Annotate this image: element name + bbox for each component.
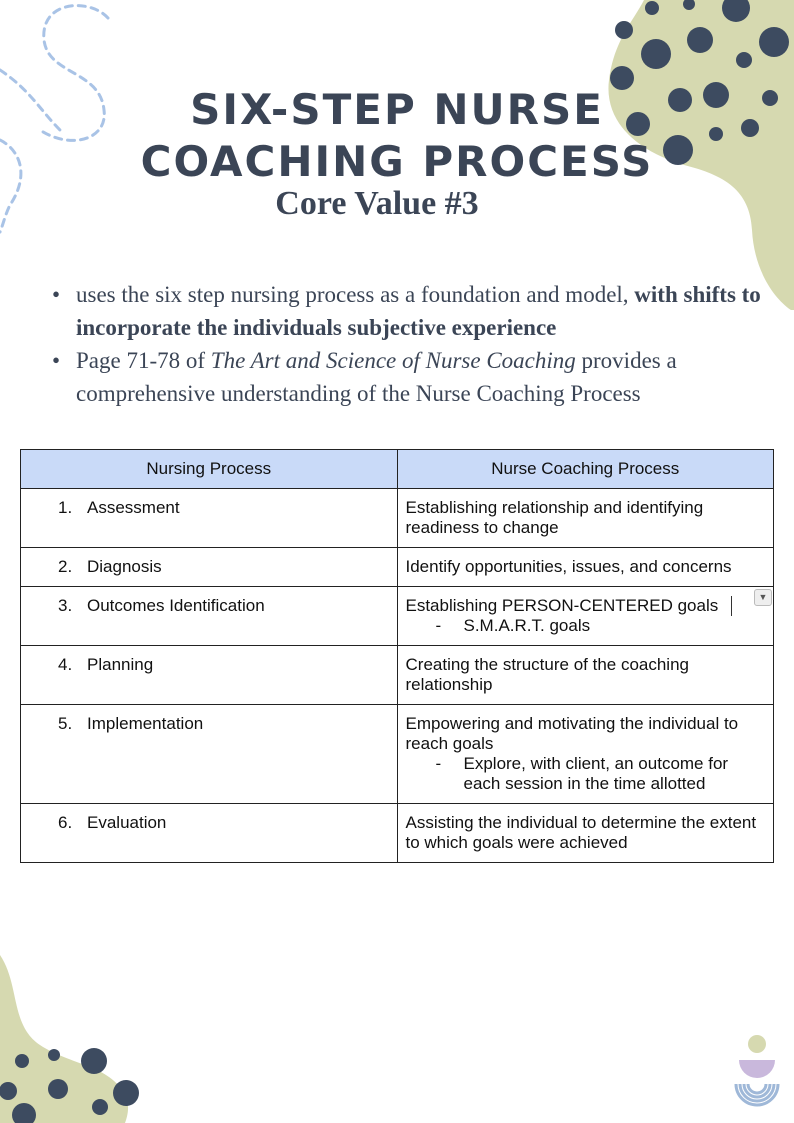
header-nurse-coaching-process: Nurse Coaching Process xyxy=(397,450,774,489)
bullet-text: Page 71-78 of xyxy=(76,348,211,373)
coaching-cell[interactable] xyxy=(397,646,774,705)
bullet-bold-text: with shifts to incorporate the individuals subjective experience xyxy=(76,282,761,340)
dropdown-arrow-icon[interactable]: ▼ xyxy=(754,589,772,606)
step-label: Planning xyxy=(87,655,154,674)
bullet-item xyxy=(52,278,772,344)
step-number: 1. xyxy=(58,498,73,517)
header-nursing-process: Nursing Process xyxy=(21,450,398,489)
logo-icon xyxy=(732,1032,782,1112)
bullet-text: provides a comprehensive understanding of the Nurse Coaching Process xyxy=(76,348,677,406)
bullet-item xyxy=(52,344,772,410)
step-cell[interactable] xyxy=(21,646,398,705)
coaching-text: Identify opportunities, issues, and concerns xyxy=(405,557,732,576)
coaching-text: Empowering and motivating the individual to reach goals xyxy=(405,714,739,753)
table-row xyxy=(21,489,774,548)
coaching-cell[interactable] xyxy=(397,587,774,646)
step-cell[interactable] xyxy=(21,489,398,548)
step-number: 3. xyxy=(58,596,73,615)
step-cell[interactable] xyxy=(21,804,398,863)
coaching-text: Establishing relationship and identifying readiness to change xyxy=(405,498,704,537)
page-title xyxy=(0,84,794,188)
page-subtitle: Core Value #3 xyxy=(275,185,479,222)
table-row xyxy=(21,705,774,804)
coaching-cell[interactable] xyxy=(397,804,774,863)
bullet-list xyxy=(52,278,772,410)
table-row xyxy=(21,548,774,587)
book-title: The Art and Science of Nurse Coaching xyxy=(210,348,576,373)
coaching-sub-text: S.M.A.R.T. goals xyxy=(463,616,591,635)
sub-dash: - xyxy=(435,754,442,773)
text-cursor xyxy=(731,596,732,616)
table-row xyxy=(21,646,774,705)
title-line-2: COACHING PROCESS xyxy=(140,137,654,186)
coaching-sub-item xyxy=(406,616,766,636)
coaching-sub-text: Explore, with client, an outcome for each session in the time allotted xyxy=(463,754,729,793)
coaching-text: Creating the structure of the coaching relationship xyxy=(405,655,689,694)
coaching-text: Assisting the individual to determine the extent to which goals were achieved xyxy=(405,813,757,852)
coaching-text: Establishing PERSON-CENTERED goals xyxy=(405,596,719,615)
step-label: Implementation xyxy=(87,714,204,733)
process-table xyxy=(20,449,774,863)
table-header-row xyxy=(21,450,774,489)
step-label: Outcomes Identification xyxy=(87,596,265,615)
title-line-1: SIX-STEP NURSE xyxy=(190,85,604,134)
coaching-cell[interactable] xyxy=(397,548,774,587)
step-label: Evaluation xyxy=(87,813,167,832)
coaching-cell[interactable] xyxy=(397,705,774,804)
coaching-cell[interactable] xyxy=(397,489,774,548)
step-number: 2. xyxy=(58,557,73,576)
table-row xyxy=(21,587,774,646)
coaching-sub-item xyxy=(406,754,766,794)
sub-dash: - xyxy=(435,616,442,635)
step-label: Assessment xyxy=(87,498,180,517)
step-cell[interactable] xyxy=(21,548,398,587)
bullet-text: uses the six step nursing process as a foundation and model, xyxy=(76,282,635,307)
step-number: 6. xyxy=(58,813,73,832)
step-cell[interactable] xyxy=(21,705,398,804)
blob-dots-decoration-bottom xyxy=(0,955,150,1123)
step-number: 5. xyxy=(58,714,73,733)
table-row xyxy=(21,804,774,863)
step-label: Diagnosis xyxy=(87,557,162,576)
step-cell[interactable] xyxy=(21,587,398,646)
step-number: 4. xyxy=(58,655,73,674)
